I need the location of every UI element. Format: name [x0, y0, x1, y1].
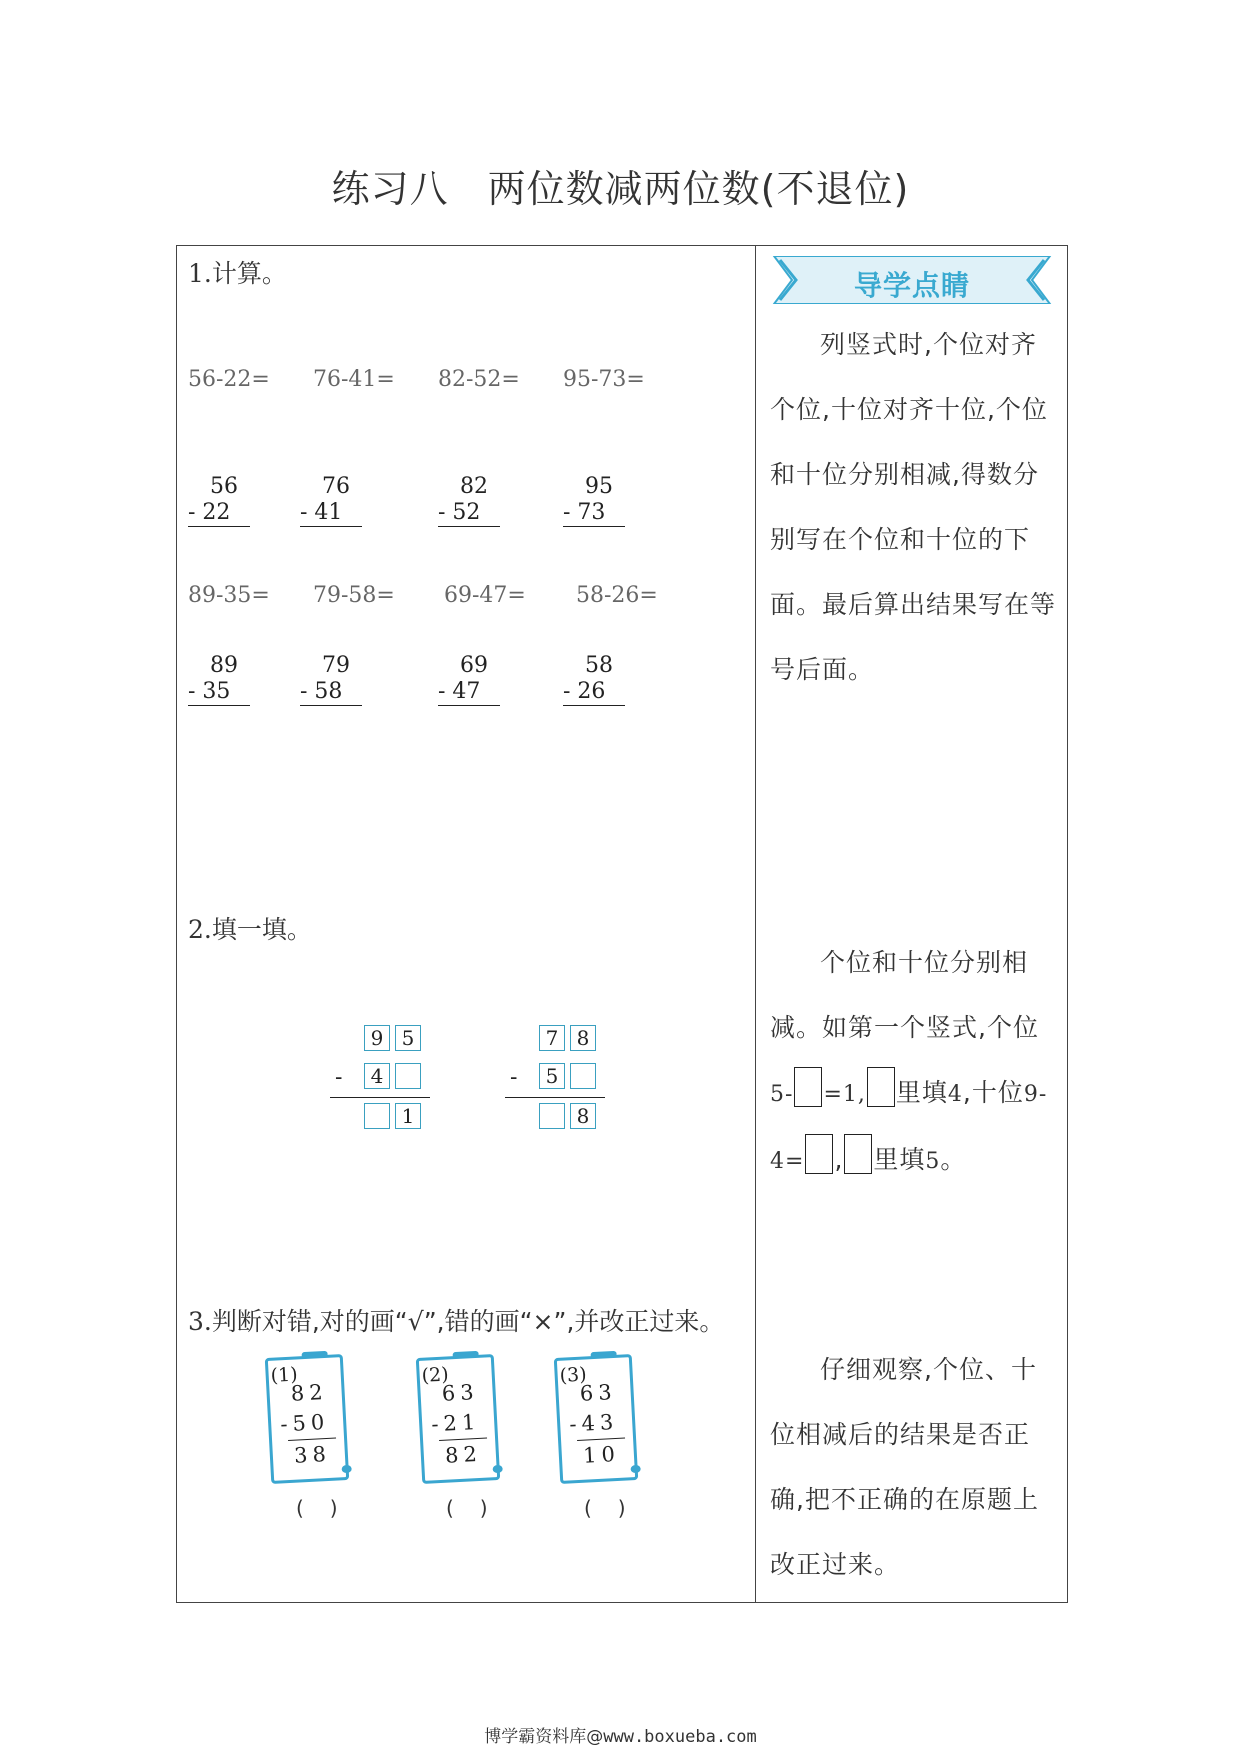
- footer-site-name: 博学霸资料库@: [484, 1727, 604, 1747]
- answer-box[interactable]: [570, 1063, 596, 1089]
- question-2-text: 填一填。: [211, 915, 312, 944]
- vertical-subtraction: [438, 474, 500, 527]
- minuend: 58: [585, 653, 613, 678]
- card-subtrahend: -50: [279, 1409, 330, 1437]
- card-result: 10: [582, 1441, 621, 1468]
- tip-2-text: ,十位: [962, 1078, 1024, 1107]
- answer-box[interactable]: [539, 1103, 565, 1129]
- subtrahend: - 73: [563, 500, 625, 527]
- tip-2-text: 里填: [895, 1078, 948, 1107]
- fill-in-problem-2: [505, 1025, 605, 1135]
- tip-2-text: 里填: [873, 1145, 926, 1174]
- question-3-number: 3.: [188, 1307, 212, 1336]
- vertical-subtraction: [563, 474, 625, 527]
- subtrahend: - 22: [188, 500, 250, 527]
- expression: 79-58=: [313, 583, 395, 608]
- vertical-subtraction: [300, 653, 362, 706]
- underline: [505, 1097, 605, 1098]
- expression: 76-41=: [313, 367, 395, 392]
- digit-box: 1: [395, 1103, 421, 1129]
- answer-parentheses[interactable]: (): [446, 1496, 514, 1520]
- judgment-card: [554, 1354, 638, 1484]
- answer-parentheses[interactable]: (): [584, 1496, 652, 1520]
- blank-box: [794, 1067, 822, 1107]
- tip-2-text: 。: [940, 1145, 967, 1174]
- underline: [288, 1438, 336, 1442]
- question-2-heading: [188, 910, 312, 946]
- expression: 58-26=: [576, 583, 658, 608]
- vertical-subtraction: [188, 653, 250, 706]
- tip-2-text: ,: [834, 1145, 844, 1174]
- tip-2-text: =1,: [823, 1082, 866, 1107]
- question-3-text: 判断对错,对的画“√”,错的画“×”,并改正过来。: [211, 1307, 725, 1336]
- underline: [439, 1438, 487, 1442]
- judgment-card: [416, 1354, 500, 1484]
- tip-2-text: 9-4=: [770, 1082, 1048, 1174]
- subtrahend: - 58: [300, 679, 362, 706]
- footer-url[interactable]: www.boxueba.com: [603, 1727, 757, 1747]
- blank-box: [844, 1134, 872, 1174]
- tip-2-text: 5: [925, 1149, 941, 1174]
- guide-banner: [770, 256, 1054, 304]
- subtrahend: - 26: [563, 679, 625, 706]
- question-1-text: 计算。: [211, 259, 287, 288]
- digit-box: 8: [570, 1025, 596, 1051]
- subtrahend: - 47: [438, 679, 500, 706]
- card-result: 82: [444, 1441, 483, 1468]
- minuend: 76: [322, 474, 350, 499]
- answer-box[interactable]: [395, 1063, 421, 1089]
- expression: 95-73=: [563, 367, 645, 392]
- card-subtrahend: -21: [430, 1409, 481, 1437]
- card-label: (2): [421, 1363, 450, 1387]
- fill-in-problem-1: [330, 1025, 430, 1135]
- card-label: (3): [559, 1363, 588, 1387]
- minuend: 89: [210, 653, 238, 678]
- blank-box: [867, 1067, 895, 1107]
- minuend: 79: [322, 653, 350, 678]
- page-title: 练习八 两位数减两位数(不退位): [331, 167, 910, 211]
- vertical-subtraction: [438, 653, 500, 706]
- tip-1: 列竖式时,个位对齐个位,十位对齐十位,个位和十位分别相减,得数分别写在个位和十位的下面。最后算出结果写在等号后面。: [770, 330, 1057, 684]
- card-label: (1): [270, 1363, 299, 1387]
- judgment-card: [265, 1354, 349, 1484]
- expression: 82-52=: [438, 367, 520, 392]
- question-2-number: 2.: [188, 915, 212, 944]
- expression: 69-47=: [444, 583, 526, 608]
- tip-3: 仔细观察,个位、十位相减后的结果是否正确,把不正确的在原题上改正过来。: [770, 1355, 1039, 1579]
- underline: [577, 1438, 625, 1442]
- digit-box: 9: [364, 1025, 390, 1051]
- tip-2-text: 4: [947, 1082, 963, 1107]
- minuend: 56: [210, 474, 238, 499]
- minus-sign: -: [335, 1065, 343, 1090]
- subtrahend: - 41: [300, 500, 362, 527]
- answer-parentheses[interactable]: (): [296, 1496, 364, 1520]
- tip-2: [770, 930, 1058, 1194]
- card-subtrahend: -43: [568, 1409, 619, 1437]
- minuend: 95: [585, 474, 613, 499]
- question-1-heading: [188, 254, 287, 290]
- digit-box: 7: [539, 1025, 565, 1051]
- tip-2-text: 个位和十位分别相减。如第一个竖式,个位: [770, 948, 1039, 1042]
- minus-sign: -: [510, 1065, 518, 1090]
- expression: 56-22=: [188, 367, 270, 392]
- card-tab: [301, 1351, 327, 1358]
- answer-box[interactable]: [364, 1103, 390, 1129]
- vertical-subtraction: [300, 474, 362, 527]
- card-tab: [452, 1351, 478, 1358]
- question-3-heading: [188, 1302, 724, 1338]
- digit-box: 8: [570, 1103, 596, 1129]
- underline: [330, 1097, 430, 1098]
- card-tab: [590, 1351, 616, 1358]
- vertical-subtraction: [188, 474, 250, 527]
- blank-box: [805, 1134, 833, 1174]
- card-minuend: 82: [290, 1379, 329, 1406]
- tip-2-text: 5-: [770, 1082, 794, 1107]
- digit-box: 5: [395, 1025, 421, 1051]
- digit-box: 4: [364, 1063, 390, 1089]
- guide-banner-title: 导学点睛: [853, 269, 970, 302]
- minuend: 82: [460, 474, 488, 499]
- vertical-subtraction: [563, 653, 625, 706]
- expression: 89-35=: [188, 583, 270, 608]
- card-minuend: 63: [579, 1379, 618, 1406]
- footer-watermark: [0, 1722, 1241, 1747]
- card-result: 38: [293, 1441, 332, 1468]
- subtrahend: - 52: [438, 500, 500, 527]
- minuend: 69: [460, 653, 488, 678]
- subtrahend: - 35: [188, 679, 250, 706]
- column-divider: [755, 245, 756, 1603]
- question-1-number: 1.: [188, 259, 212, 288]
- card-minuend: 63: [441, 1379, 480, 1406]
- digit-box: 5: [539, 1063, 565, 1089]
